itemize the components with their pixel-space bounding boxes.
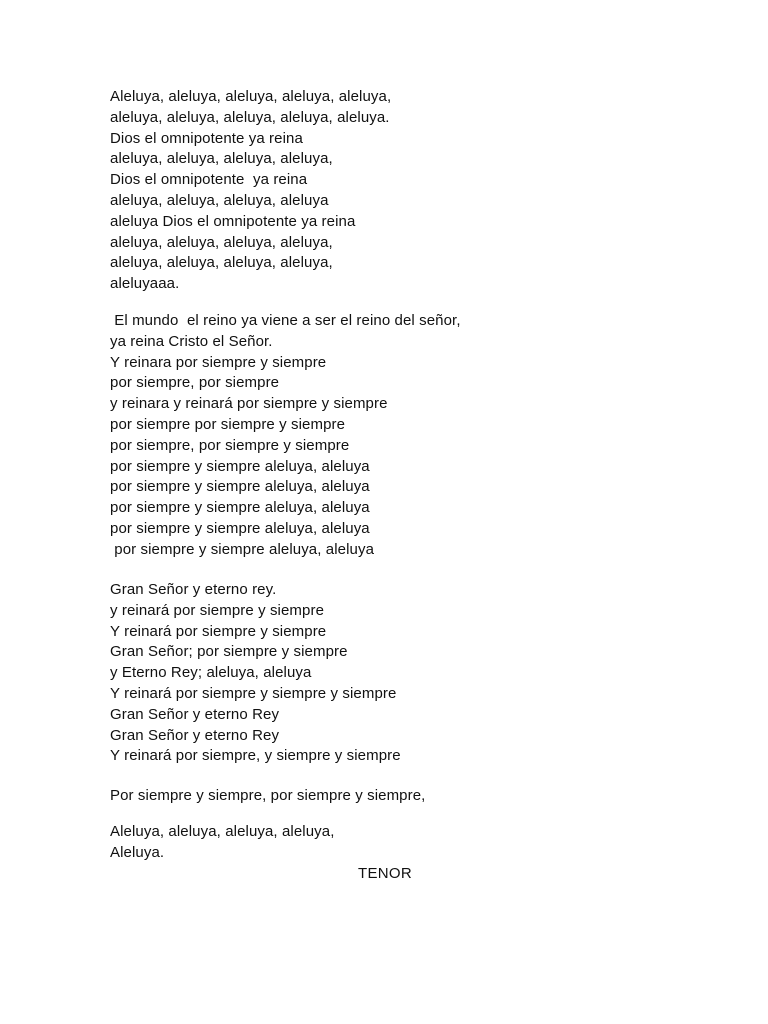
lyric-line: aleluya, aleluya, aleluya, aleluya, bbox=[110, 254, 333, 272]
lyric-line: por siempre y siempre aleluya, aleluya bbox=[110, 499, 370, 517]
lyric-line: por siempre, por siempre y siempre bbox=[110, 436, 350, 454]
lyric-line: por siempre y siempre aleluya, aleluya bbox=[110, 540, 375, 558]
lyric-line: aleluya, aleluya, aleluya, aleluya, bbox=[110, 150, 333, 168]
lyric-line: Dios el omnipotente ya reina bbox=[110, 171, 308, 189]
stanza-gran-senor bbox=[110, 580, 401, 767]
lyric-line: Gran Señor; por siempre y siempre bbox=[110, 643, 348, 661]
lyric-line: y reinara y reinará por siempre y siempre bbox=[110, 395, 388, 413]
lyric-line: Y reinará por siempre y siempre bbox=[110, 622, 327, 640]
lyric-line: Aleluya, aleluya, aleluya, aleluya, bbox=[110, 823, 335, 840]
stanza-por-siempre bbox=[110, 786, 425, 807]
lyric-line: Gran Señor y eterno Rey bbox=[110, 705, 280, 723]
lyric-line: y reinará por siempre y siempre bbox=[110, 601, 325, 619]
stanza-aleluya-intro bbox=[110, 87, 391, 295]
lyric-line: aleluya, aleluya, aleluya, aleluya bbox=[110, 191, 329, 209]
lyric-line: por siempre, por siempre bbox=[110, 374, 280, 392]
lyric-line: por siempre y siempre aleluya, aleluya bbox=[110, 519, 370, 537]
lyric-line: Y reinara por siempre y siempre bbox=[110, 353, 327, 371]
lyric-line: aleluya, aleluya, aleluya, aleluya, aleluya. bbox=[110, 108, 390, 126]
lyric-line: aleluya Dios el omnipotente ya reina bbox=[110, 212, 356, 230]
voice-part-label: TENOR bbox=[358, 865, 412, 882]
lyric-line: Aleluya. bbox=[110, 843, 165, 861]
lyric-line: ya reina Cristo el Señor. bbox=[110, 332, 273, 350]
lyric-line: aleluyaaa. bbox=[110, 275, 180, 293]
lyric-line: El mundo el reino ya viene a ser el reino del señor, bbox=[110, 312, 461, 329]
lyric-line: por siempre y siempre aleluya, aleluya bbox=[110, 457, 370, 475]
lyric-line: Y reinará por siempre y siempre y siempre bbox=[110, 684, 397, 702]
lyric-line: Dios el omnipotente ya reina bbox=[110, 129, 303, 147]
lyric-line: por siempre y siempre aleluya, aleluya bbox=[110, 478, 370, 496]
lyric-line: Y reinará por siempre, y siempre y siempre bbox=[110, 747, 401, 765]
lyric-line: Gran Señor y eterno Rey bbox=[110, 726, 280, 744]
lyric-line: por siempre por siempre y siempre bbox=[110, 415, 346, 433]
lyric-line: Gran Señor y eterno rey. bbox=[110, 581, 277, 598]
stanza-el-mundo bbox=[110, 311, 461, 561]
lyric-line: aleluya, aleluya, aleluya, aleluya, bbox=[110, 233, 333, 251]
lyric-line: Por siempre y siempre, por siempre y siempre, bbox=[110, 787, 426, 804]
lyric-line: Aleluya, aleluya, aleluya, aleluya, aleluya, bbox=[110, 88, 392, 105]
lyric-line: y Eterno Rey; aleluya, aleluya bbox=[110, 664, 312, 682]
stanza-aleluya-final bbox=[110, 822, 334, 864]
